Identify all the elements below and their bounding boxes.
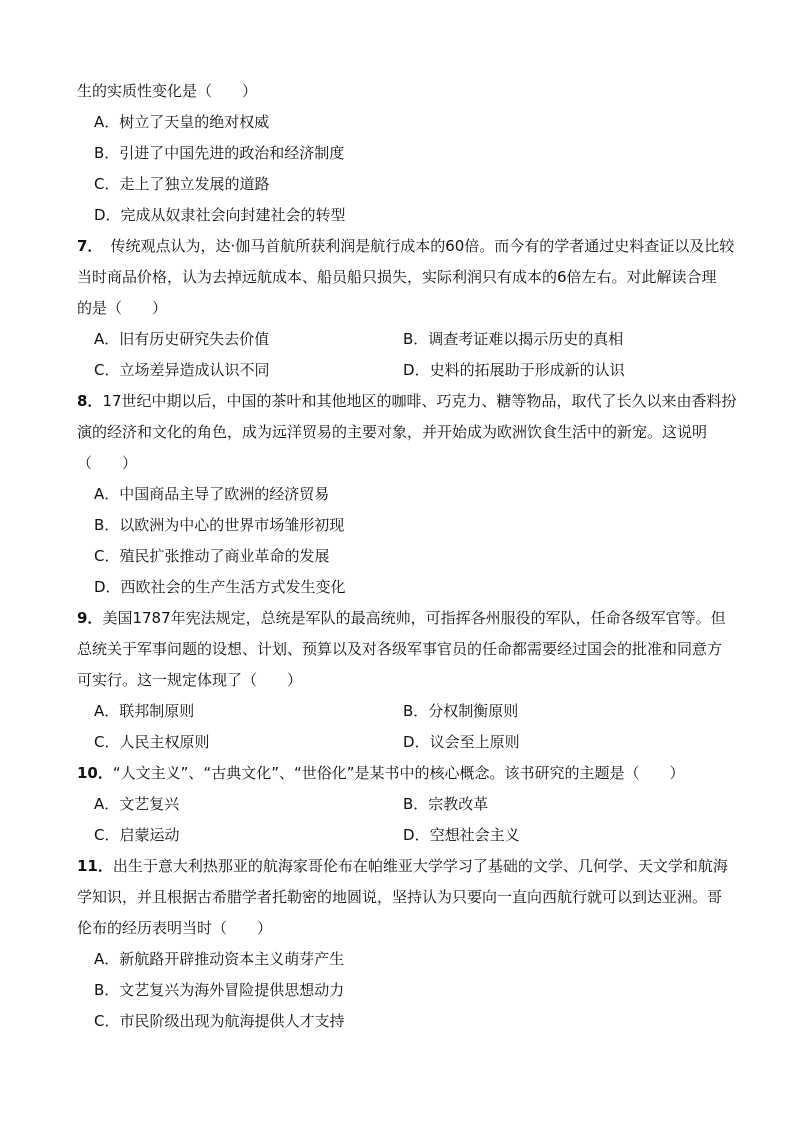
- question-11-stem-line-1: 11．出生于意大利热那亚的航海家哥伦布在帕维亚大学学习了基础的文学、几何学、天文学和航海: [77, 857, 728, 875]
- question-7: [77, 231, 735, 386]
- question-7-options-row-1: [77, 324, 722, 355]
- question-7-stem-line-1: 7． 传统观点认为，达·伽马首航所获利润是航行成本的60倍。而今有的学者通过史料查证以及比较: [77, 237, 735, 255]
- question-7-stem-line-3: 的是（ ）: [77, 299, 168, 317]
- question-11-option-a: A．新航路开辟推动资本主义萌芽产生: [94, 950, 345, 968]
- question-9-number: 9．: [77, 609, 103, 627]
- question-10-option-c: C．启蒙运动: [94, 826, 180, 844]
- question-8-option-b: B．以欧洲为中心的世界市场雏形初现: [94, 516, 345, 534]
- question-7-option-d: D．史料的拓展助于形成新的认识: [403, 361, 625, 379]
- question-10-options-row-1: [77, 789, 722, 820]
- question-6-option-a: A．树立了天皇的绝对权威: [94, 113, 270, 131]
- question-9-option-d: D．议会至上原则: [403, 733, 520, 751]
- question-8-stem-line-1: 8．17世纪中期以后，中国的茶叶和其他地区的咖啡、巧克力、糖等物品，取代了长久以来由香料扮: [77, 392, 737, 410]
- question-9: [77, 603, 726, 758]
- question-10-option-d: D．空想社会主义: [403, 826, 520, 844]
- question-6-option-d: D．完成从奴隶社会向封建社会的转型: [94, 206, 346, 224]
- question-8-number: 8．: [77, 392, 103, 410]
- question-10-option-a: A．文艺复兴: [94, 795, 180, 813]
- question-9-option-b: B．分权制衡原则: [403, 702, 519, 720]
- question-10-option-b: B．宗教改革: [403, 795, 489, 813]
- question-8-option-a: A．中国商品主导了欧洲的经济贸易: [94, 485, 330, 503]
- question-11-stem-line-3: 伦布的经历表明当时（ ）: [77, 919, 273, 937]
- question-6: [77, 76, 722, 231]
- exam-page: [77, 76, 737, 1037]
- question-9-option-a: A．联邦制原则: [94, 702, 195, 720]
- question-9-options-row-2: [77, 727, 722, 758]
- question-9-options-row-1: [77, 696, 722, 727]
- question-7-options-row-2: [77, 355, 722, 386]
- question-8-option-c: C．殖民扩张推动了商业革命的发展: [94, 547, 330, 565]
- question-11-option-b: B．文艺复兴为海外冒险提供思想动力: [94, 981, 345, 999]
- question-7-stem-line-2: 当时商品价格，认为去掉远航成本、船员船只损失，实际利润只有成本的6倍左右。对此解读合理: [77, 268, 717, 286]
- question-9-stem-line-1: 9．美国1787年宪法规定，总统是军队的最高统帅，可指挥各州服役的军队，任命各级军官等。但: [77, 609, 726, 627]
- question-8-option-d: D．西欧社会的生产生活方式发生变化: [94, 578, 346, 596]
- question-6-option-b: B．引进了中国先进的政治和经济制度: [94, 144, 345, 162]
- question-7-option-a: A．旧有历史研究失去价值: [94, 330, 270, 348]
- question-10-number: 10．: [77, 764, 113, 782]
- question-7-number: 7．: [77, 237, 103, 255]
- question-7-option-c: C．立场差异造成认识不同: [94, 361, 270, 379]
- question-11-number: 11．: [77, 857, 113, 875]
- question-11-stem-line-2: 学知识，并且根据古希腊学者托勒密的地圆说，坚持认为只要向一直向西航行就可以到达亚洲。哥: [77, 888, 723, 906]
- question-9-stem-line-2: 总统关于军事问题的设想、计划、预算以及对各级军事官员的任命都需要经过国会的批准和同意方: [77, 640, 723, 658]
- question-9-option-c: C．人民主权原则: [94, 733, 210, 751]
- question-11: [77, 851, 728, 1037]
- question-10-stem-line-1: 10．“人文主义”、“古典文化”、“世俗化”是某书中的核心概念。该书研究的主题是（ ）: [77, 764, 685, 782]
- question-11-option-c: C．市民阶级出现为航海提供人才支持: [94, 1012, 345, 1030]
- question-6-option-c: C．走上了独立发展的道路: [94, 175, 270, 193]
- question-7-option-b: B．调查考证难以揭示历史的真相: [403, 330, 624, 348]
- question-9-stem-line-3: 可实行。这一规定体现了（ ）: [77, 671, 303, 689]
- question-10-options-row-2: [77, 820, 722, 851]
- question-8-stem-line-2: 演的经济和文化的角色，成为远洋贸易的主要对象，并开始成为欧洲饮食生活中的新宠。这说明: [77, 423, 708, 441]
- question-8-stem-line-3: （ ）: [77, 454, 138, 472]
- question-6-stem: 生的实质性变化是（ ）: [77, 82, 258, 100]
- question-10: [77, 758, 722, 851]
- question-8: [77, 386, 737, 603]
